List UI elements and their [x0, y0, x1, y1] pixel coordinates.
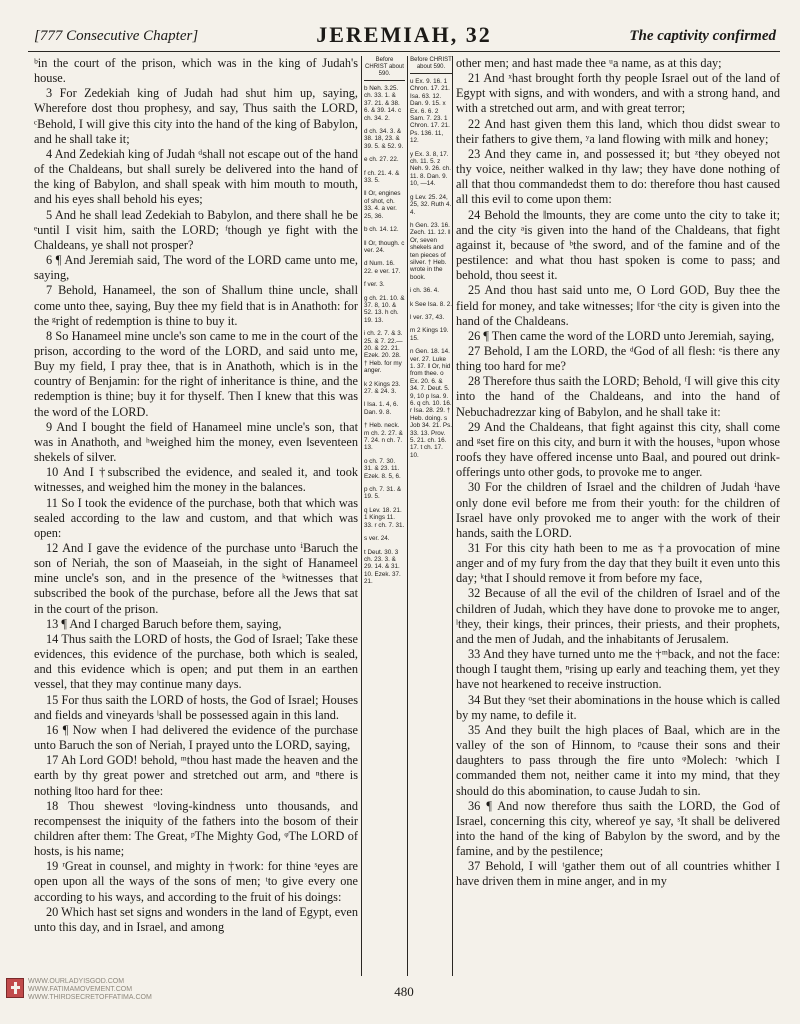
cross-reference-note: t Deut. 30. 3 ch. 23. 3. & 29. 14. & 31. 10. Ezek. 37. 21. — [364, 548, 401, 586]
verse-paragraph: 29 And the Chaldeans, that fight against this city, shall come and ᵍset fire on this city, and burn it with the houses, ʰupon whose roofs they have offered incense unto Baal, and poured out drink-offerings unto other gods, to provoke me to anger. — [456, 419, 780, 480]
verse-paragraph: 22 And hast given them this land, which thou didst swear to their fathers to give them, ʸa land flowing with milk and honey; — [456, 116, 780, 146]
chapter-summary-heading: The captivity confirmed — [629, 28, 776, 44]
verse-paragraph: 4 And Zedekiah king of Judah ᵈshall not escape out of the hand of the Chaldeans, but shall surely be delivered into the hand of the king of Babylon, and shall speak with him mouth to mouth, and his eyes shall behold his eyes; — [34, 146, 358, 207]
cross-reference-note: m 2 Kings 19. 15. — [410, 327, 449, 342]
reference-margin — [361, 56, 453, 976]
cross-reference-note: ‖ Or, though. c ver. 24. — [364, 239, 405, 254]
cross-reference-note: n Gen. 18. 14. ver. 27. Luke 1. 37. ‖ Or, hid from thee. o Ex. 20. 6. & 34. 7. Deut. 5. 9, 10 p Isa. 9. 6. q ch. 10. 16. r Isa. 28. 29. † Heb. doing. s Job 34. 21. Ps. 33. 13. Prov. 5. 21. ch. 16. 17. t ch. 17. 10. — [410, 348, 453, 459]
page-number: 480 — [394, 984, 414, 999]
page-footer — [28, 978, 780, 1002]
cross-reference-note: h Gen. 23. 16. Zech. 11. 12. ‖ Or, seven shekels and ten pieces of silver. † Heb. wrote in the book. — [410, 221, 451, 281]
website-links: WWW.OURLADYISGOD.COM WWW.FATIMAMOVEMENT.COM WWW.THIRDSECRETOFFATIMA.COM — [28, 978, 152, 1001]
verse-paragraph: 7 Behold, Hanameel, the son of Shallum thine uncle, shall come unto thee, saying, Buy thee my field that is in Anathoth: for the ᵍright of redemption is thine to buy it. — [34, 283, 358, 328]
cross-reference-note: e ch. 27. 22. — [364, 156, 399, 164]
cross-reference-note: k See Isa. 8. 2. — [410, 300, 453, 308]
cross-reference-note: b ch. 14. 12. — [364, 226, 399, 234]
verse-paragraph: 21 And ˣhast brought forth thy people Israel out of the land of Egypt with signs, and with wonders, and with a strong hand, and with a stretched out arm, and with great terror; — [456, 71, 780, 116]
verse-paragraph: 37 Behold, I will ᵗgather them out of all countries whither I have driven them in mine anger, and in my — [456, 859, 780, 889]
verse-paragraph: 34 But they ᵒset their abominations in the house which is called by my name, to defile it. — [456, 692, 780, 722]
cross-reference-note: d ch. 34. 3. & 38. 18, 23. & 39. 5. & 52. 9. — [364, 128, 404, 150]
verse-paragraph: 9 And I bought the field of Hanameel mine uncle's son, that was in Anathoth, and ʰweighed him the money, even ‖seventeen shekels of silver. — [34, 419, 358, 465]
cross-reference-note: d Num. 16. 22. e ver. 17. — [364, 260, 401, 275]
verse-paragraph: 28 Therefore thus saith the LORD; Behold, ᶠI will give this city into the hand of the Chaldeans, and into the hand of Nebuchadrezzar king of Babylon, and he shall take it: — [456, 374, 780, 419]
verse-paragraph: 12 And I gave the evidence of the purchase unto ⁱBaruch the son of Neriah, the son of Maaseiah, in the sight of Hanameel mine uncle's son, and in the presence of the ᵏwitnesses that subscribed the book of the purchase, before all the Jews that sat in the court of the prison. — [34, 541, 358, 616]
cross-reference-note: g ch. 21. 10. & 37. 8, 10. & 52. 13. h ch. 19. 13. — [364, 294, 405, 324]
cross-logo-icon — [6, 978, 24, 998]
verse-paragraph: 31 For this city hath been to me as †a provocation of mine anger and of my fury from the day that they built it even unto this day; ᵏthat I should remove it from before my face, — [456, 541, 780, 586]
cross-reference-note: p ch. 7. 31. & 19. 5. — [364, 486, 402, 501]
verse-paragraph: 23 And they came in, and possessed it; but ᶻthey obeyed not thy voice, neither walked in thy law; they have done nothing of all that thou commandedst them to do: therefore thou hast caused all this evil to come upon them: — [456, 146, 780, 207]
verse-paragraph: 5 And he shall lead Zedekiah to Babylon, and there shall he be ᵉuntil I visit him, saith the LORD; ᶠthough ye fight with the Chaldeans, ye shall not prosper? — [34, 207, 358, 252]
verse-paragraph: ᵇin the court of the prison, which was in the king of Judah's house. — [34, 56, 358, 86]
cross-reference-note: ‖ Or, engines of shot, ch. 33. 4. a ver. 25, 36. — [364, 190, 401, 220]
verse-paragraph: 32 Because of all the evil of the children of Israel and of the children of Judah, which they have done to provoke me to anger, ˡthey, their kings, their princes, their priests, and their prophets, and the men of Judah, and the inhabitants of Jerusalem. — [456, 586, 780, 646]
page-body — [28, 56, 780, 976]
cross-reference-note: g Lev. 25. 24, 25, 32. Ruth 4. 4. — [410, 193, 452, 216]
verse-paragraph: 36 ¶ And now therefore thus saith the LORD, the God of Israel, concerning this city, whereof ye say, ˢIt shall be delivered into the hand of the king of Babylon by the sword, and by the famine, and by the pestilence; — [456, 798, 780, 859]
reference-margin-right — [408, 56, 453, 976]
verse-paragraph: 6 ¶ And Jeremiah said, The word of the LORD came unto me, saying, — [34, 253, 358, 283]
consecutive-chapter-label: [777 Consecutive Chapter] — [34, 28, 199, 44]
verse-paragraph: 10 And I †subscribed the evidence, and sealed it, and took witnesses, and weighed him the money in the balances. — [34, 465, 358, 495]
verse-paragraph: 14 Thus saith the LORD of hosts, the God of Israel; Take these evidences, this evidence of the purchase, both which is sealed, and this evidence which is open; and put them in an earthen vessel, that they may continue many days. — [34, 631, 358, 692]
verse-paragraph: 8 So Hanameel mine uncle's son came to me in the court of the prison, according to the word of the LORD, and said unto me, Buy my field, I pray thee, that is in Anathoth, which is in the country of Benjamin: for the right of inheritance is thine, and the redemption is thine; buy it for thyself. Then I knew that this was the word of the LORD. — [34, 328, 358, 419]
verse-paragraph: 26 ¶ Then came the word of the LORD unto Jeremiah, saying, — [468, 328, 775, 343]
bible-page — [28, 22, 780, 1002]
cross-reference-note: s ver. 24. — [364, 535, 390, 543]
reference-margin-left — [362, 56, 408, 976]
verse-paragraph: 27 Behold, I am the LORD, the ᵈGod of all flesh: ᵉis there any thing too hard for me? — [456, 343, 780, 374]
cross-reference-note: i ch. 2. 7. & 3. 25. & 7. 22.—20. & 22. 21. Ezek. 20. 28. † Heb. for my anger. — [364, 330, 403, 375]
verse-paragraph: 19 ʳGreat in counsel, and mighty in †work: for thine ˢeyes are open upon all the ways of the sons of men; ᵗto give every one according to his ways, and according to the fruit of his doings: — [34, 859, 358, 904]
verse-paragraph: 20 Which hast set signs and wonders in the land of Egypt, even unto this day, and in Israel, and among — [34, 904, 358, 934]
verse-paragraph: 3 For Zedekiah king of Judah had shut him up, saying, Wherefore dost thou prophesy, and say, Thus saith the LORD, ᶜBehold, I will give this city into the hand of the king of Babylon, and he shall take it; — [34, 86, 358, 146]
cross-reference-note: l ver. 37, 43. — [410, 313, 445, 321]
verse-paragraph: 13 ¶ And I charged Baruch before them, saying, — [46, 616, 282, 631]
left-text-column — [34, 56, 358, 976]
cross-reference-note: k 2 Kings 23. 27. & 24. 3. — [364, 380, 401, 395]
verse-paragraph: 15 For thus saith the LORD of hosts, the God of Israel; Houses and fields and vineyards ˡshall be possessed again in this land. — [34, 692, 358, 722]
book-chapter-title: JEREMIAH, 32 — [316, 22, 492, 47]
verse-paragraph: 30 For the children of Israel and the children of Judah ⁱhave only done evil before me from their youth: for the children of Israel have only provoked me to anger with the work of their hands, saith the LORD. — [456, 480, 780, 540]
cross-reference-note: † Heb. neck. m ch. 2. 27. & 7. 24. n ch. 7. 13. — [364, 422, 403, 452]
verse-paragraph: 25 And thou hast said unto me, O Lord GOD, Buy thee the field for money, and take witnesses; ‖for ᶜthe city is given into the hand of the Chaldeans. — [456, 283, 780, 328]
running-header — [28, 22, 780, 52]
cross-reference-note: b Neh. 3.25. ch. 33. 1. & 37. 21. & 38. 6. & 39. 14. c ch. 34. 2. — [364, 85, 402, 122]
cross-reference-note: l Isa. 1. 4, 6. Dan. 9. 8. — [364, 401, 399, 416]
verse-paragraph: 33 And they have turned unto me the †ᵐback, and not the face: though I taught them, ⁿrising up early and teaching them, yet they have not hearkened to receive instruction. — [456, 647, 780, 692]
verse-paragraph: 16 ¶ Now when I had delivered the evidence of the purchase unto Baruch the son of Neriah, I prayed unto the LORD, saying, — [34, 722, 358, 753]
cross-reference-note: y Ex. 3. 8, 17. ch. 11. 5. z Neh. 9. 26. ch. 11. 8. Dan. 9. 10, —14. — [410, 150, 451, 188]
cross-reference-note: u Ex. 9. 16. 1 Chron. 17. 21. Isa. 63. 12. Dan. 9. 15. x Ex. 6. 6. 2 Sam. 7. 23. 1 Chron. 17. 21. Ps. 136. 11, 12. — [410, 78, 450, 145]
right-text-column — [456, 56, 780, 976]
verse-paragraph: 11 So I took the evidence of the purchase, both that which was sealed according to the law and custom, and that which was open: — [34, 495, 358, 540]
verse-paragraph: 24 Behold the ‖mounts, they are come unto the city to take it; and the city ᵃis given into the hand of the Chaldeans, that fight against it, because of ᵇthe sword, and of the famine and of the pestilence: and what thou hast spoken is come to pass; and behold, thou seest it. — [456, 207, 780, 283]
verse-paragraph: 18 Thou shewest ᵒloving-kindness unto thousands, and recompensest the iniquity of the fathers into the bosom of their children after them: The Great, ᵖThe Mighty God, ᵠThe LORD of hosts, is his name; — [34, 798, 358, 859]
cross-reference-note: f ch. 21. 4. & 33. 5. — [364, 169, 400, 185]
cross-reference-note: q Lev. 18. 21. 1 Kings 11. 33. r ch. 7. 31. — [364, 506, 405, 529]
verse-paragraph: other men; and hast made thee ᵘa name, as at this day; — [456, 56, 722, 70]
verse-paragraph: 17 Ah Lord GOD! behold, ᵐthou hast made the heaven and the earth by thy great power and stretched out arm, and ⁿthere is nothing ‖too hard for thee: — [34, 753, 358, 798]
era-label: Before CHRIST about 590. — [410, 57, 452, 74]
verse-paragraph: 35 And they built the high places of Baal, which are in the valley of the son of Hinnom, to ᵖcause their sons and their daughters to pass through the fire unto ᵠMolech: ʳwhich I commanded them not, neither came it into my mind, that they should do this abomination, to cause Judah to sin. — [456, 722, 780, 798]
cross-reference-note: o ch. 7. 30. 31. & 23. 11. Ezek. 8. 5, 6. — [364, 457, 401, 480]
era-label: Before CHRIST about 590. — [364, 57, 405, 81]
cross-reference-note: i ch. 36. 4. — [410, 287, 440, 295]
cross-reference-note: f ver. 3. — [364, 281, 385, 289]
